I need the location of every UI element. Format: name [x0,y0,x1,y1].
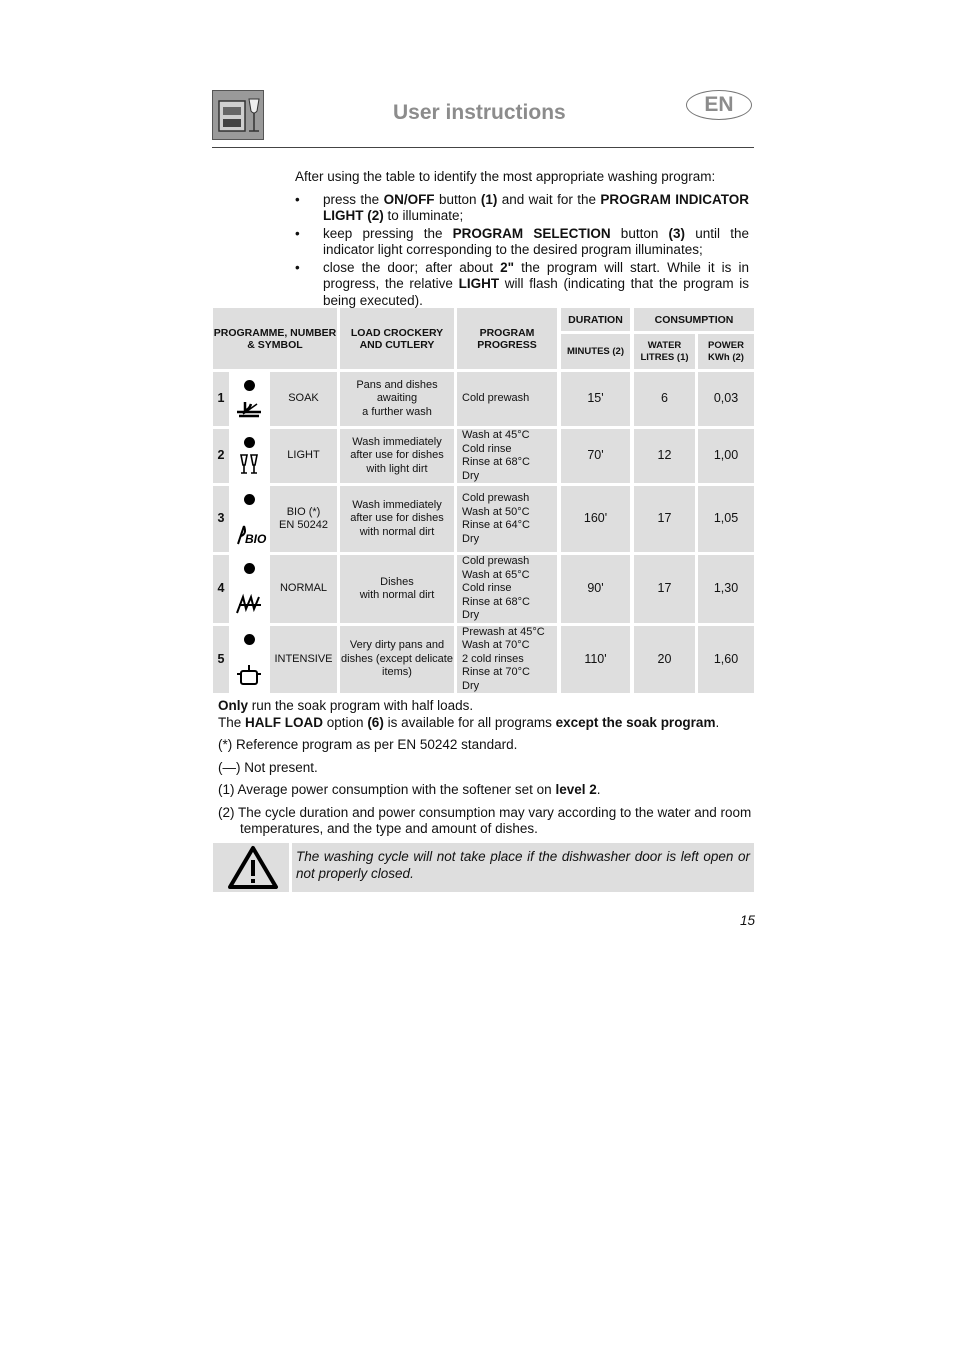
soak-icon [232,372,267,426]
program-progress: Cold prewash Wash at 65°C Cold rinse Rinse at 68°C Dry [457,555,557,623]
program-progress: Wash at 45°C Cold rinse Rinse at 68°C Dry [457,429,557,483]
program-name: NORMAL [270,555,337,623]
page-title: User instructions [393,101,566,124]
program-water: 17 [634,486,695,552]
instruction-step-1: • press the ON/OFF button (1) and wait for the PROGRAM INDICATOR LIGHT (2) to illuminate; [295,192,749,225]
note-reference-program: (*) Reference program as per EN 50242 standard. [218,737,518,752]
header-programme: PROGRAMME, NUMBER & SYMBOL [213,308,337,369]
program-progress: Cold prewash [457,372,557,426]
program-power: 1,05 [698,486,754,552]
header-power: POWER KWh (2) [698,334,754,369]
program-minutes: 160' [561,486,630,552]
program-name: BIO (*) EN 50242 [270,486,337,552]
intensive-pot-icon [232,626,267,693]
language-badge: EN [686,90,752,120]
light-glasses-icon [232,429,267,483]
program-power: 1,60 [698,626,754,693]
header-duration: DURATION [561,308,630,331]
instruction-step-3: • close the door; after about 2" the program will start. While it is in progress, the relative LIGHT will flash (indicating that the program is being executed). [295,260,749,310]
program-progress: Cold prewash Wash at 50°C Rinse at 64°C Dry [457,486,557,552]
program-progress: Prewash at 45°C Wash at 70°C 2 cold rinses Rinse at 70°C Dry [457,626,557,693]
program-load: Wash immediately after use for dishes with normal dirt [340,486,454,552]
svg-text:BIO: BIO [245,532,267,546]
program-number: 5 [213,626,229,693]
dishwasher-logo-icon [212,90,264,140]
program-water: 20 [634,626,695,693]
program-water: 17 [634,555,695,623]
program-minutes: 90' [561,555,630,623]
header-minutes: MINUTES (2) [561,334,630,369]
program-load: Wash immediately after use for dishes with light dirt [340,429,454,483]
bio-icon [232,486,267,552]
note-soak-half-load: Only run the soak program with half loads. [218,698,474,713]
table-notes [218,698,758,838]
note-cycle-duration: (2) The cycle duration and power consumption may vary according to the water and room temperatures, and the type and amount of dishes. [218,804,752,836]
program-load: Dishes with normal dirt [340,555,454,623]
instruction-step-2: • keep pressing the PROGRAM SELECTION button (3) until the indicator light corresponding to the desired program illuminates; [295,226,749,259]
note-power-consumption: (1) Average power consumption with the softener set on level 2. [218,782,601,797]
intro-lead: After using the table to identify the most appropriate washing program: [295,169,716,184]
program-power: 1,00 [698,429,754,483]
program-water: 12 [634,429,695,483]
program-power: 0,03 [698,372,754,426]
normal-icon [232,555,267,623]
program-name: INTENSIVE [270,626,337,693]
warning-message: The washing cycle will not take place if the dishwasher door is left open or not properly closed. [292,843,754,892]
header-load: LOAD CROCKERY AND CUTLERY [340,308,454,369]
note-not-present: (—) Not present. [218,759,318,775]
program-load: Pans and dishes awaiting a further wash [340,372,454,426]
program-minutes: 15' [561,372,630,426]
header-water: WATER LITRES (1) [634,334,695,369]
program-number: 3 [213,486,229,552]
page-number: 15 [740,913,756,928]
intro-instructions [295,169,749,310]
program-name: LIGHT [270,429,337,483]
program-minutes: 110' [561,626,630,693]
header-progress: PROGRAM PROGRESS [457,308,557,369]
program-power: 1,30 [698,555,754,623]
program-number: 2 [213,429,229,483]
program-load: Very dirty pans and dishes (except delicate items) [340,626,454,693]
program-number: 4 [213,555,229,623]
header-consumption: CONSUMPTION [634,308,754,331]
header-divider [212,147,754,148]
program-water: 6 [634,372,695,426]
warning-triangle-icon [213,843,289,892]
program-minutes: 70' [561,429,630,483]
program-name: SOAK [270,372,337,426]
dash-symbol: — [222,759,236,775]
note-half-load-option: The HALF LOAD option (6) is available for all programs except the soak program. [218,714,720,730]
program-number: 1 [213,372,229,426]
